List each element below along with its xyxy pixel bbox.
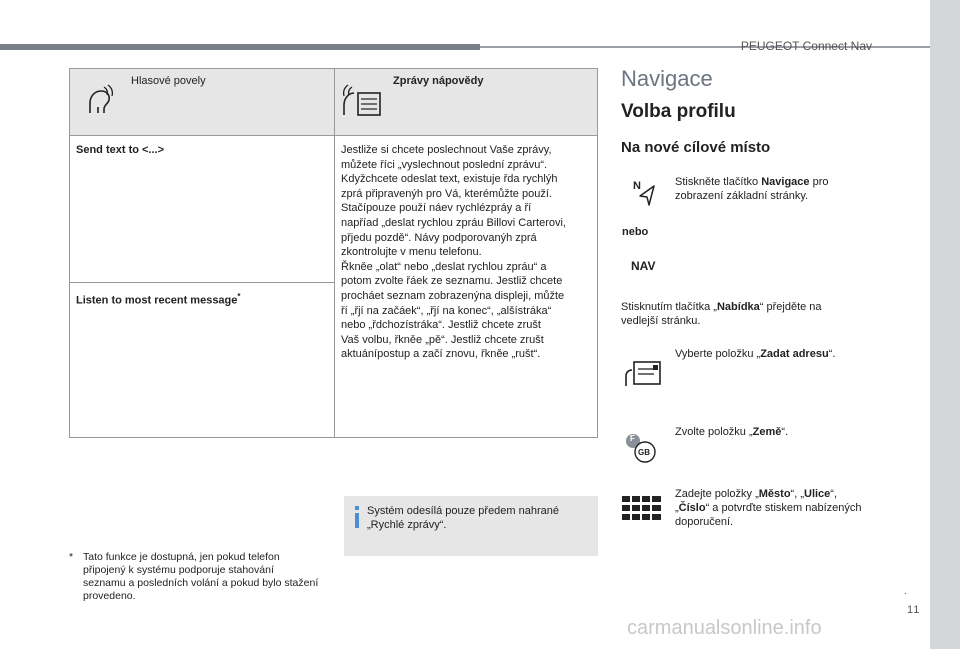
or-label: nebo: [622, 226, 649, 238]
info-icon: [353, 506, 361, 528]
flag-new-label: GB: [638, 448, 650, 457]
footnote: [69, 551, 319, 603]
footnote-mark: *: [69, 551, 74, 563]
col1-header: Hlasové povely: [131, 75, 206, 87]
step-country: Zvolte položku „Země“.: [675, 426, 789, 438]
info-box: [344, 496, 598, 556]
help-messages-icon: [340, 79, 384, 119]
footnote-ref: *: [237, 292, 241, 301]
page-number: 11: [907, 604, 921, 616]
flag-current-label: F: [630, 434, 635, 443]
header-bar: [0, 44, 480, 50]
step-navigation: Stiskněte tlačítko Navigace pro zobrazení základní stránky.: [675, 176, 829, 202]
section-subtitle: Volba profilu: [621, 101, 736, 122]
help-message-text: Jestliže si chcete poslechnout Vaše zprávy, můžete říci „vyslechnout poslední zprávu“. Kdyžchcete odeslat text, existuje řda rychlýh zprá připravenýh pro Vá, kterémůžte použí. Stačípouze použí náev rychlézpráy a ří napříad „deslat rychlou zpráu Billovi Carterovi, přjedu pozdě“. Návy podporovanýh zprá zkontrolujte v menu telefonu. Řkněe „olat“ nebo „deslat rychlou zpráu“ a potom zvolte řáek ze seznamu. Jestliž chcete procháet seznam zobrazenýna displeji, můžte ří „řjí na začáek“, „řjí na konec“, „alšístráka“ nebo „řdchozístráka“. Jestliž chcete zrušt Vaš volbu, řkněe „pě“. Jestliž chcete zrušt aktuánípostup a začí znovu, řkněe „rušt“.: [341, 144, 566, 361]
page-side-strip: [930, 0, 960, 649]
page-continue-mark: .: [904, 586, 907, 597]
enter-address-icon: [624, 360, 662, 388]
voice-command-icon: [82, 79, 118, 119]
voice-commands-table: [69, 68, 598, 438]
subsection-heading: Na nové cílové místo: [621, 139, 771, 156]
step-menu: Stisknutím tlačítka „Nabídka“ přejděte na vedlejší stránku.: [621, 301, 822, 327]
column-divider: [334, 69, 335, 437]
info-text: Systém odesílá pouze předem nahrané „Rychlé zprávy“.: [367, 505, 560, 531]
navigation-arrow-icon: [636, 182, 658, 208]
command-listen-label: Listen to most recent message: [76, 294, 238, 307]
footnote-text: Tato funkce je dostupná, jen pokud telefon připojený k systému podporuje stahování seznamu a posledních volání a pokud bylo stažení provedeno.: [83, 551, 319, 602]
row-divider: [70, 282, 334, 283]
watermark: carmanualsonline.info: [627, 617, 822, 639]
section-title: Navigace: [621, 66, 713, 91]
nav-button-label: NAV: [631, 259, 656, 273]
step-enter-address: Vyberte položku „Zadat adresu“.: [675, 348, 836, 360]
command-send-text: Send text to <...>: [76, 144, 165, 156]
command-listen-recent: [76, 292, 241, 307]
header-brand: PEUGEOT Connect Nav: [740, 39, 872, 53]
col2-header: Zprávy nápovědy: [393, 75, 484, 87]
nav-icon-letter: N: [633, 180, 641, 192]
step-city-street: Zadejte položky „Město“, „Ulice“, „Číslo“ a potvrďte stiskem nabízených doporučení.: [675, 488, 862, 528]
keyboard-grid-icon: [622, 496, 662, 524]
